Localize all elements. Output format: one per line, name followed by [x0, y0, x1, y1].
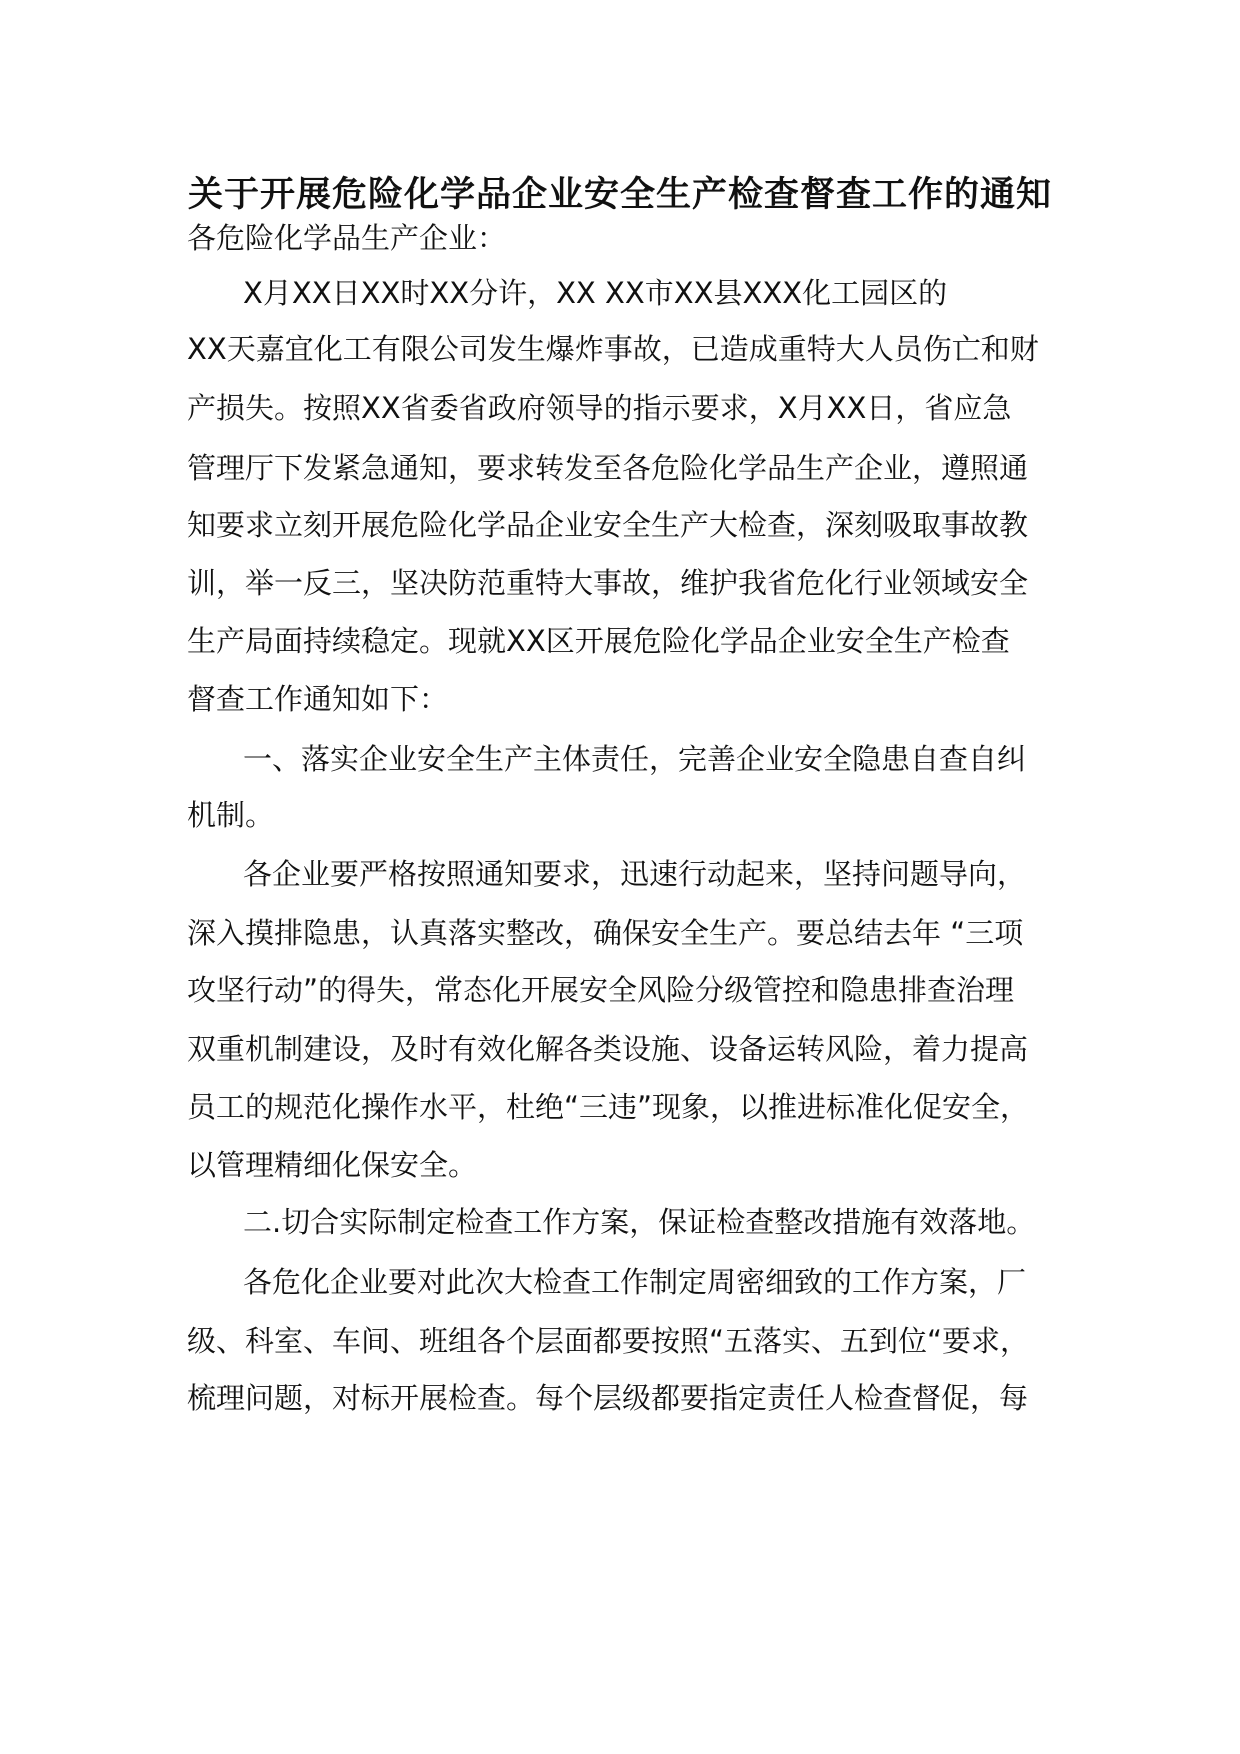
- body-line: 以管理精细化保安全。: [187, 1148, 478, 1182]
- body-line: 深入摸排隐患，认真落实整改，确保安全生产。要总结去年 “三项: [187, 916, 1024, 950]
- section-heading-line: 一、落实企业安全生产主体责任，完善企业安全隐患自查自纠: [243, 742, 1027, 776]
- section-heading-line: 机制。: [187, 798, 275, 832]
- body-line: 级、科室、车间、班组各个层面都要按照“五落实、五到位“要求，: [187, 1324, 1030, 1358]
- body-line: 知要求立刻开展危险化学品企业安全生产大检查，深刻吸取事故教: [187, 508, 1029, 542]
- body-line: 员工的规范化操作水平，杜绝“三违”现象，以推进标准化促安全，: [187, 1090, 1030, 1124]
- body-line: 各企业要严格按照通知要求，迅速行动起来，坚持问题导向，: [243, 857, 1027, 891]
- body-line: 训，举一反三，坚决防范重特大事故，维护我省危化行业领域安全: [187, 566, 1029, 600]
- body-line: 双重机制建设，及时有效化解各类设施、设备运转风险，着力提高: [187, 1032, 1029, 1066]
- section-heading-line: 二.切合实际制定检查工作方案，保证检查整改措施有效落地。: [243, 1205, 1036, 1239]
- body-line: 攻坚行动”的得失，常态化开展安全风险分级管控和隐患排查治理: [187, 973, 1015, 1007]
- body-line: 管理厅下发紧急通知，要求转发至各危险化学品生产企业，遵照通: [187, 451, 1029, 485]
- document-title: 关于开展危险化学品企业安全生产检查督查工作的通知: [187, 175, 1052, 215]
- body-line: X月XX日XX时XX分许，XX XX市XX县XXX化工园区的: [243, 276, 948, 310]
- body-line: 生产局面持续稳定。现就XX区开展危险化学品企业安全生产检查: [187, 624, 1010, 658]
- body-line: 各危化企业要对此次大检查工作制定周密细致的工作方案，厂: [243, 1265, 1027, 1299]
- salutation-line: 各危险化学品生产企业：: [187, 221, 507, 255]
- body-line: 梳理问题，对标开展检查。每个层级都要指定责任人检查督促，每: [187, 1381, 1029, 1415]
- body-line: 产损失。按照XX省委省政府领导的指示要求，X月XX日，省应急: [187, 391, 1012, 425]
- body-line: 督查工作通知如下：: [187, 682, 449, 716]
- body-line: XX天嘉宜化工有限公司发生爆炸事故，已造成重特大人员伤亡和财: [187, 332, 1039, 366]
